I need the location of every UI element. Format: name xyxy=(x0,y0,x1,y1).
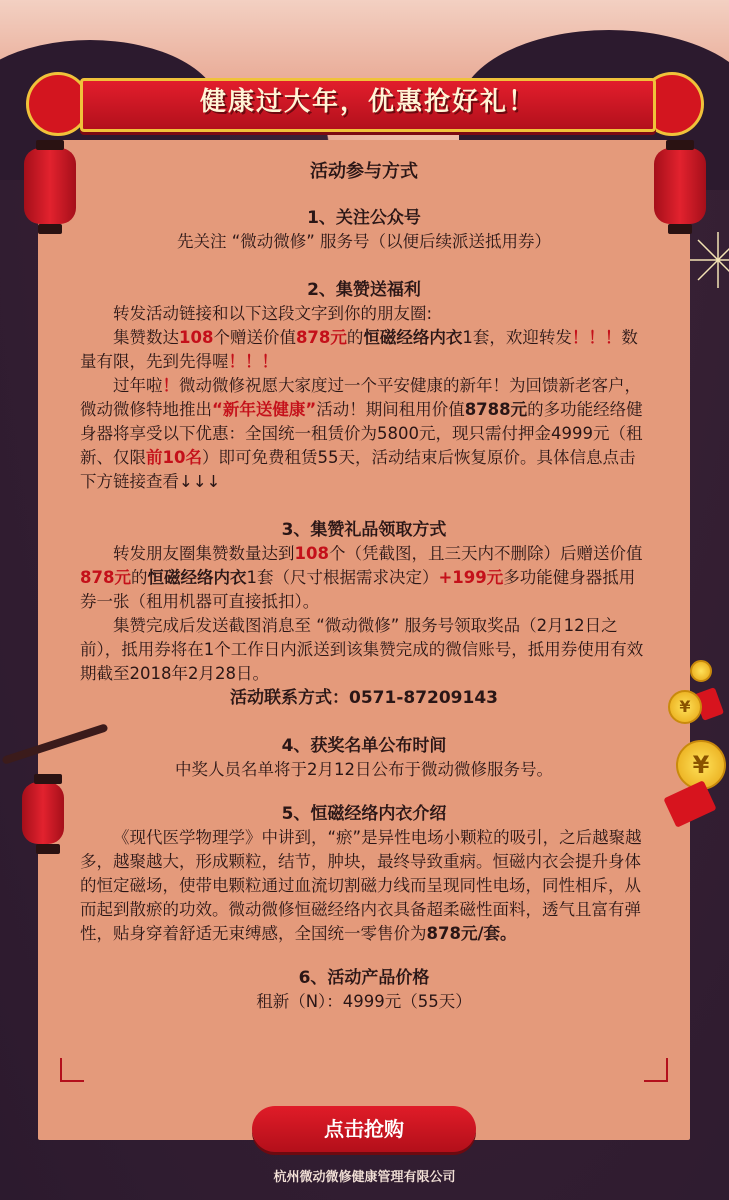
section-2-intro: 转发活动链接和以下这段文字到你的朋友圈: xyxy=(113,304,433,323)
section-5-title: 5、恒磁经络内衣介绍 xyxy=(281,804,447,824)
coin-icon: ¥ xyxy=(668,690,702,724)
section-2-title: 2、集赞送福利 xyxy=(307,280,421,300)
section-6-text: 租新（N）：4999元（55天） xyxy=(256,992,472,1011)
title-banner xyxy=(30,70,700,132)
section-2-details: 过年啦！微动微修祝愿大家度过一个平安健康的新年！为回馈新老客户，微动微修特地推出“新年送健康”活动！期间租用价值8788元的多功能经络健身器将享受以下优惠：全国统一租赁价为5800元，现只需付押金4999元（租新、仅限前10名）即可免费租赁55天，活动结束后恢复原价。具体信息点击下方链接查看↓↓↓ xyxy=(80,376,643,491)
company-footer: 杭州微动微修健康管理有限公司 xyxy=(273,1170,456,1185)
corner-ornament-right xyxy=(644,1058,668,1082)
section-1-title: 1、关注公众号 xyxy=(307,208,421,228)
banner-title: 健康过大年，优惠抢好礼！ xyxy=(199,87,536,117)
section-2-offer: 集赞数达108个赠送价值878元的恒磁经络内衣1套，欢迎转发！！！数量有限，先到先得喔！！！ xyxy=(80,328,638,371)
card-content xyxy=(38,140,690,1014)
section-6-title: 6、活动产品价格 xyxy=(298,968,430,988)
buy-now-button[interactable]: 点击抢购 xyxy=(252,1106,476,1152)
lantern-icon xyxy=(24,148,76,224)
coin-icon: ¥ xyxy=(676,740,726,790)
contact-info: 活动联系方式：0571-87209143 xyxy=(230,688,498,708)
section-3-claim: 集赞完成后发送截图消息至 “微动微修” 服务号领取奖品（2月12日之前），抵用券将在1个工作日内派送到该集赞完成的微信账号，抵用券使用有效期截至2018年2月28日。 xyxy=(80,616,644,683)
section-5-text: 《现代医学物理学》中讲到，“瘀”是异性电场小颗粒的吸引，之后越聚越多，越聚越大，形成颗粒，结节，肿块，最终导致重病。恒磁内衣会提升身体的恒定磁场，使带电颗粒通过血流切割磁力线而呈现同性电场，同性相斥，从而起到散瘀的功效。微动微修恒磁经络内衣具备超柔磁性面料，透气且富有弹性，贴身穿着舒适无束缚感，全国统一零售价为878元/套。 xyxy=(80,828,642,943)
lantern-icon xyxy=(654,148,706,224)
section-4-text: 中奖人员名单将于2月12日公布于微动微修服务号。 xyxy=(175,760,553,779)
firework-icon xyxy=(688,230,729,290)
lantern-icon xyxy=(22,782,64,844)
section-3-title: 3、集赞礼品领取方式 xyxy=(281,520,447,540)
corner-ornament-left xyxy=(60,1058,84,1082)
activity-card xyxy=(38,140,690,1140)
section-3-gift: 转发朋友圈集赞数量达到108个（凭截图，且三天内不删除）后赠送价值878元的恒磁经络内衣1套（尺寸根据需求决定）+199元多功能健身器抵用券一张（租用机器可直接抵扣）。 xyxy=(80,544,643,611)
coin-icon xyxy=(690,660,712,682)
card-title: 活动参与方式 xyxy=(310,161,418,182)
section-4-title: 4、获奖名单公布时间 xyxy=(281,736,447,756)
section-1-text: 先关注 “微动微修” 服务号（以便后续派送抵用券） xyxy=(176,232,552,251)
